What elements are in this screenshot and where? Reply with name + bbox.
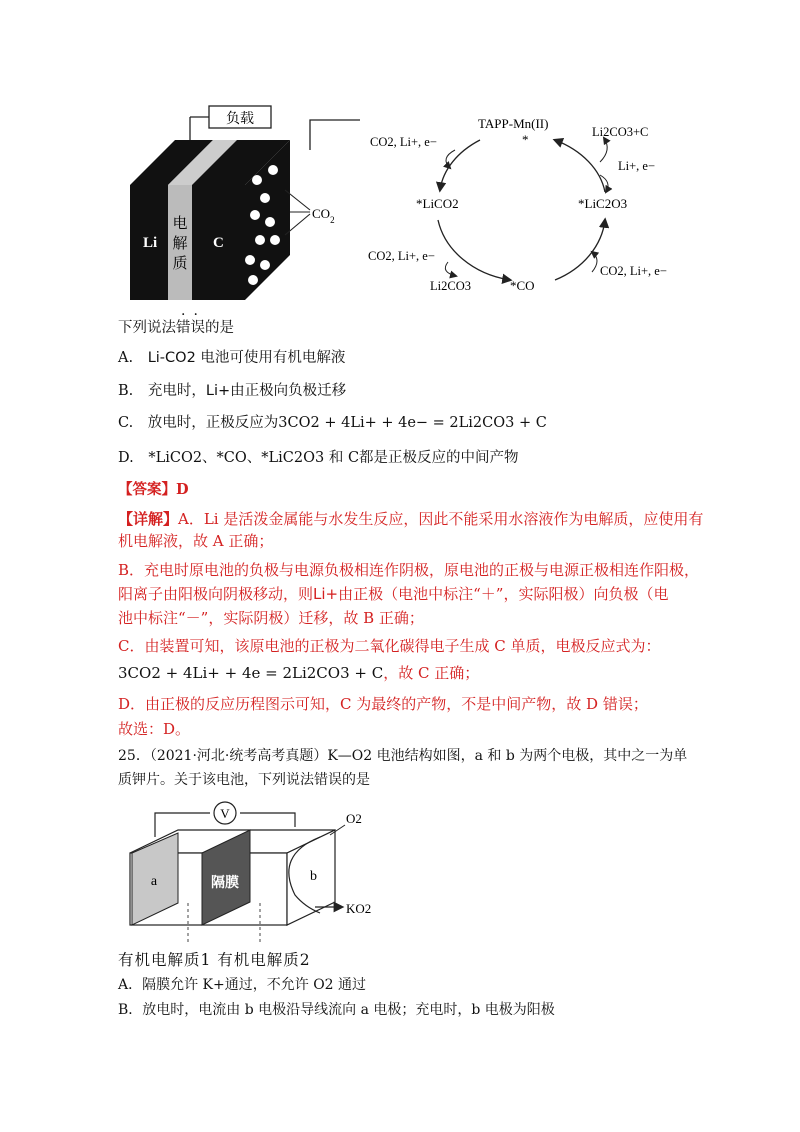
- cycle-out-bottom-left: Li2CO3: [430, 279, 471, 293]
- o2-label: O2: [346, 811, 362, 826]
- explain-line-7: 3CO2 + 4Li+ + 4e = 2Li2CO3 + C，故 C 正确；: [118, 664, 480, 682]
- explain-line-8: D．由正极的反应历程图示可知，C 为最终的产物，不是中间产物，故 D 错误；: [118, 695, 648, 713]
- explain-line-6: C．由装置可知，该原电池的正极为二氧化碳得电子生成 C 单质，电极反应式为：: [118, 637, 661, 655]
- q25-line-2: 质钾片。关于该电池，下列说法错误的是: [118, 772, 370, 788]
- electrolyte-char-2: 解: [172, 236, 188, 252]
- q24-option-b: [118, 381, 346, 401]
- explain-equation: 3CO2 + 4Li+ + 4e = 2Li2CO3 + C: [118, 664, 384, 682]
- option-c-equation: 3CO2 + 4Li+ + 4e− = 2Li2CO3 + C: [278, 415, 547, 431]
- cycle-left-node: *LiCO2: [416, 196, 459, 211]
- electrode-b-label: b: [310, 869, 317, 884]
- option-d-post: 都是正极反应的中间产物: [359, 450, 519, 466]
- figure2-caption: 有机电解质1 有机电解质2: [118, 951, 311, 969]
- co2-label: $CO_2$: [312, 206, 335, 225]
- voltmeter-label: V: [220, 806, 230, 821]
- q24-option-a: [118, 348, 345, 368]
- c-label: C: [213, 235, 224, 251]
- li-label: Li: [143, 235, 158, 251]
- cycle-arc-bottom-left: [438, 220, 510, 280]
- explain-line-9: 故选：D。: [118, 720, 191, 738]
- k-o2-battery-diagram: [120, 795, 390, 945]
- answer-label: 【答案】: [118, 481, 176, 498]
- electrolyte-char-1: 电: [172, 216, 188, 232]
- q24-option-c: [118, 413, 547, 433]
- option-label: C.: [118, 415, 134, 431]
- cycle-in-top-left: CO2, Li+, e−: [370, 135, 437, 149]
- li-co2-battery-diagram: [125, 100, 360, 300]
- cycle-out-top-right: Li2CO3+C: [592, 125, 649, 139]
- option-b-post: 由正极向负极迁移: [230, 383, 347, 399]
- option-a-text: 电池可使用有机电解液: [200, 350, 346, 366]
- cycle-right-node: *LiC2O3: [578, 196, 628, 211]
- load-label: 负载: [226, 112, 254, 127]
- electrolyte-char-3: 质: [172, 256, 188, 272]
- ko2-label: KO2: [346, 901, 372, 916]
- explain-line-4: 阳离子由阳极向阴极移动，则Li+由正极（电池中标注“＋”，实际阳极）向负极（电: [118, 585, 669, 603]
- reaction-cycle-diagram: [360, 110, 680, 300]
- load-wire: [310, 120, 360, 150]
- answer-value: D: [176, 481, 189, 498]
- cycle-in-left-bottom: CO2, Li+, e−: [368, 249, 435, 263]
- emphasis-dots: ··: [181, 307, 206, 323]
- option-d-items: *LiCO2、*CO、*LiC2O3 和 C: [148, 450, 360, 466]
- q24-option-d: [118, 448, 519, 468]
- cycle-top: TAPP-Mn(II): [478, 116, 549, 131]
- answer-line: [118, 480, 189, 500]
- q25-option-b: B．放电时，电流由 b 电极沿导线流向 a 电极；充电时，b 电极为阳极: [118, 1002, 555, 1018]
- q25-option-a: A．隔膜允许 K+通过，不允许 O2 通过: [118, 977, 367, 993]
- option-label: B.: [118, 383, 134, 399]
- explain-line-3: B．充电时原电池的负极与电源负极相连作阴极，原电池的正极与电源正极相连作阳极，: [118, 561, 700, 579]
- explain-line-2: 机电解液，故 A 正确；: [118, 532, 274, 550]
- cycle-arc-top-left: [440, 140, 480, 190]
- q25-line-1: 25．（2021·河北·统考高考真题）K—O2 电池结构如图，a 和 b 为两个电极，其中之一为单: [118, 748, 688, 764]
- q24-stem: 下列说法错误的是: [118, 320, 234, 336]
- option-c-pre: 放电时，正极反应为: [147, 415, 279, 431]
- cycle-bottom-node: *CO: [510, 278, 535, 293]
- option-b-pre: 充电时，: [147, 383, 206, 399]
- cycle-in-right: Li+, e−: [618, 159, 656, 173]
- explain-label: 【详解】: [118, 510, 179, 528]
- option-label: A.: [118, 350, 134, 366]
- electrode-a-label: a: [150, 874, 158, 889]
- membrane-label: 隔膜: [211, 876, 239, 891]
- cycle-in-bottom-right: CO2, Li+, e−: [600, 264, 667, 278]
- explain-line-5: 池中标注“－”，实际阴极）迁移，故 B 正确；: [118, 609, 424, 627]
- cycle-arc-top-right: [555, 140, 605, 192]
- option-label: D.: [118, 450, 134, 466]
- cycle-arc-bottom-right: [555, 220, 605, 280]
- option-a-formula: Li-CO2: [147, 350, 196, 366]
- cycle-top-star: *: [522, 132, 529, 147]
- explain-line-1: 【详解】A．Li 是活泼金属能与水发生反应，因此不能采用水溶液作为电解质，应使用有: [118, 510, 704, 528]
- option-b-ion: Li+: [205, 383, 231, 399]
